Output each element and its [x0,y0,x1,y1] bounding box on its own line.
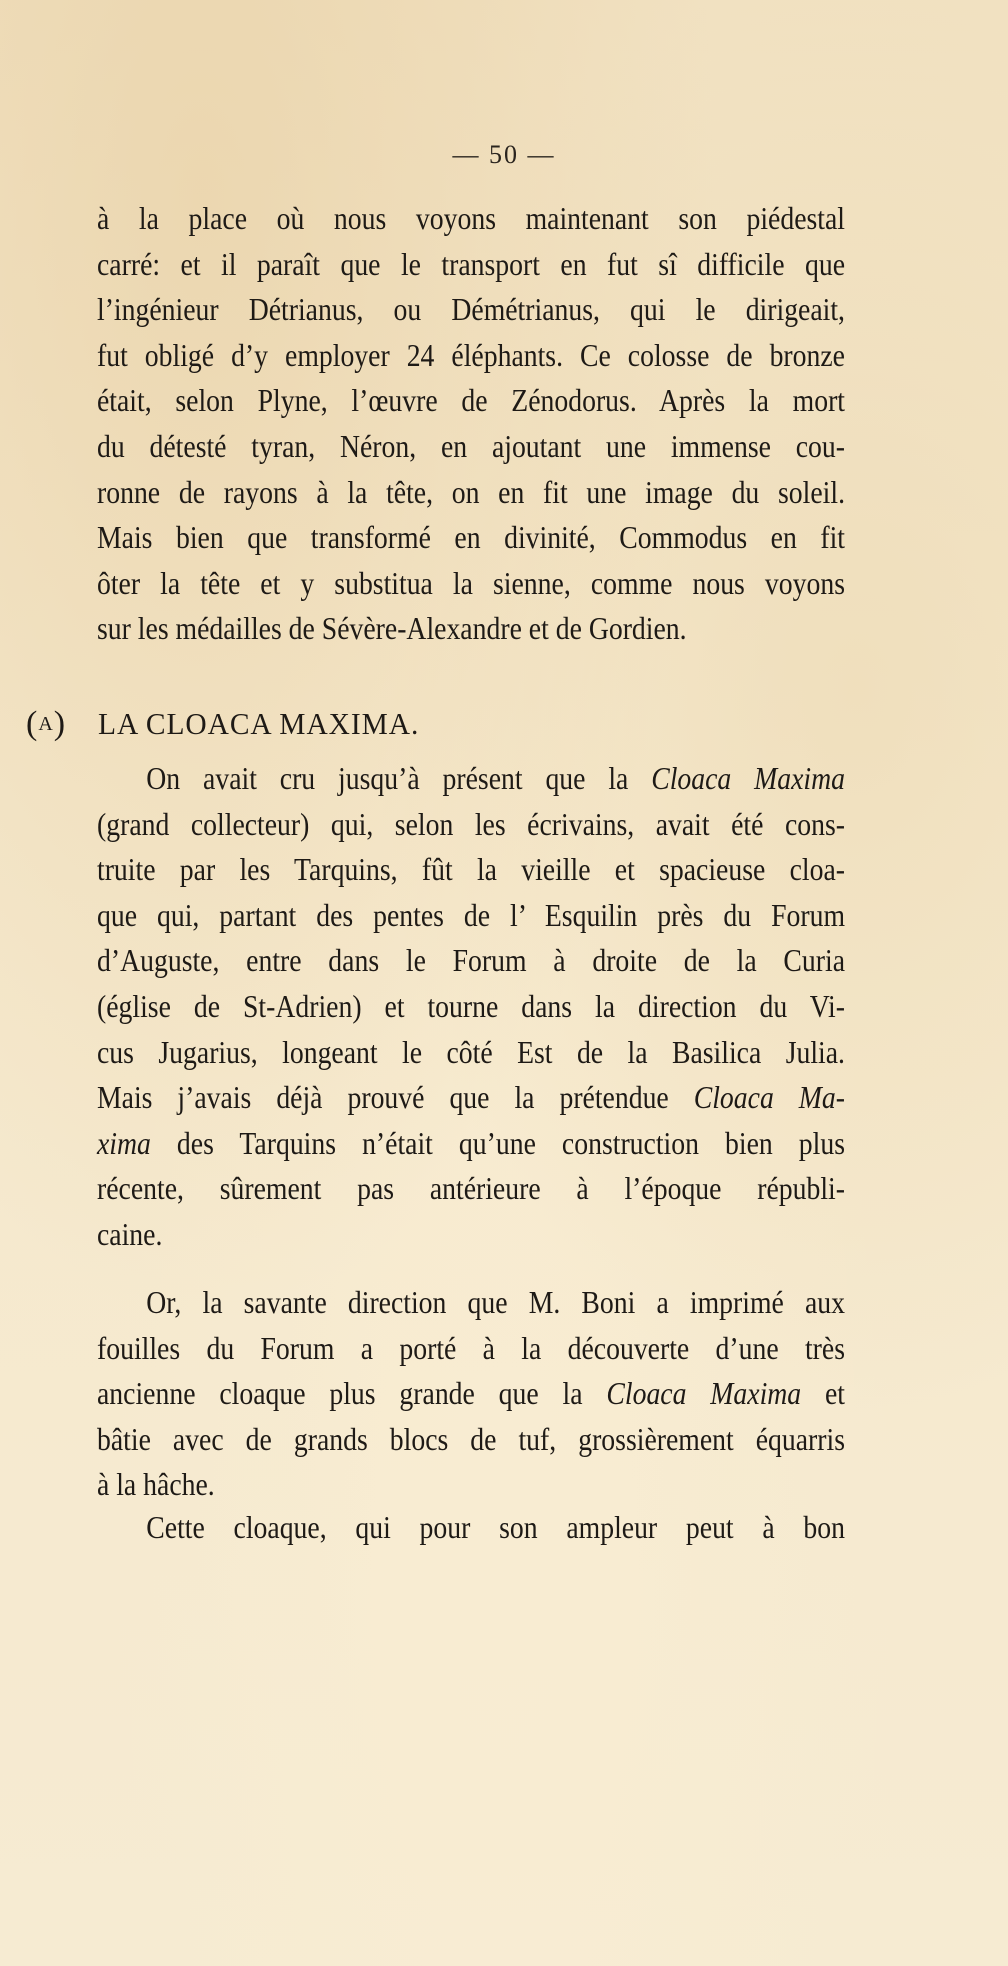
text-line: fut obligé d’y employer 24 éléphants. Ce colosse de bronze [97,337,845,373]
text-line: carré: et il paraît que le transport en fut sî difficile que [97,246,845,282]
text-line: Cette cloaque, qui pour son ampleur peut à bon [146,1510,845,1545]
text-line [97,756,845,802]
text-run: et [801,1376,845,1412]
section-heading [26,705,436,743]
text-line: d’Auguste, entre dans le Forum à droite de la Curia [97,943,845,979]
text-line: bâtie avec de grands blocs de tuf, grossièrement équarris [97,1421,845,1457]
text-line: ôter la tête et y substitua la sienne, comme nous voyons [97,565,845,601]
marker-paren-open: ( [26,705,39,742]
marker-paren-close: ) [53,705,67,742]
text-line: du détesté tyran, Néron, en ajoutant une immense cou- [97,428,845,464]
text-line: truite par les Tarquins, fût la vieille et spacieuse cloa- [97,852,845,888]
paragraph-cloaca-intro [97,756,845,1258]
paragraph-boni-discovery [97,1280,845,1508]
text-line: (église de St-Adrien) et tourne dans la direction du Vi- [97,988,845,1024]
paragraph-colossus [97,196,845,652]
text-line: l’ingénieur Détrianus, ou Démétrianus, qui le dirigeait, [97,292,845,328]
text-line: cus Jugarius, longeant le côté Est de la Basilica Julia. [97,1034,845,1070]
paragraph-cloaque-ampleur [97,1505,845,1551]
text-line: Or, la savante direction que M. Boni a imprimé aux [146,1285,845,1320]
text-line: à la hâche. [97,1467,215,1503]
text-line: était, selon Plyne, l’œuvre de Zénodorus. Après la mort [97,383,845,419]
section-title: LA CLOACA MAXIMA. [98,706,420,741]
text-line: fouilles du Forum a porté à la découverte d’une très [97,1330,845,1366]
text-run: On avait cru jusqu’à présent que la [146,761,652,796]
italic-term: xima [97,1125,151,1161]
section-marker [26,705,98,743]
text-line [97,1121,845,1167]
text-line: que qui, partant des pentes de l’ Esquilin près du Forum [97,897,845,933]
text-line: sur les médailles de Sévère-Alexandre et de Gordien. [97,611,687,647]
text-line [97,1075,845,1121]
text-line: caine. [97,1216,163,1252]
text-line: récente, sûrement pas antérieure à l’époque républi- [97,1171,845,1207]
text-run: ancienne cloaque plus grande que la [97,1376,607,1412]
text-run: des Tarquins n’était qu’une construction bien plus [150,1125,846,1161]
italic-term: Cloaca Maxima [651,761,846,796]
italic-term: Cloaca Ma- [693,1080,845,1116]
page-number: — 50 — [452,140,556,169]
text-line: ronne de rayons à la tête, on en fit une image du soleil. [97,474,845,510]
text-line: à la place où nous voyons maintenant son piédestal [97,201,845,236]
text-line: (grand collecteur) qui, selon les écrivains, avait été cons- [97,806,845,842]
italic-term: Cloaca Maxima [606,1376,802,1412]
text-run: Mais j’avais déjà prouvé que la prétendue [97,1080,694,1116]
marker-letter: A [38,713,54,735]
text-line [97,1371,845,1417]
text-line: Mais bien que transformé en divinité, Commodus en fit [97,520,845,556]
